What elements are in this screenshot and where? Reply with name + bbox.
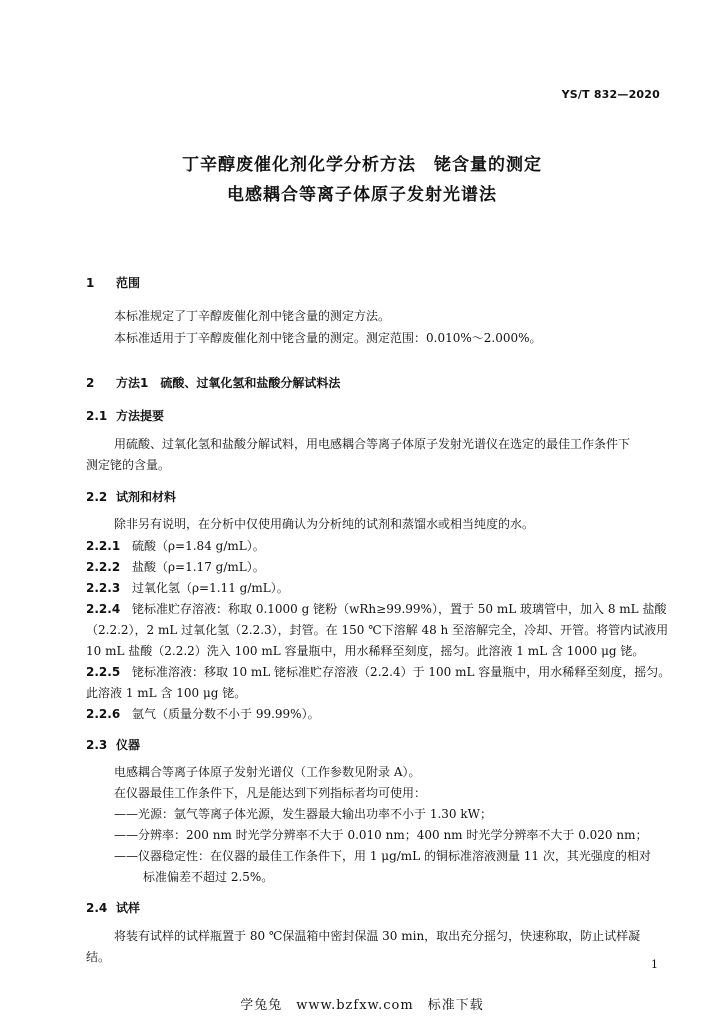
- list-item: [86, 578, 661, 598]
- paragraph: 除非另有说明，在分析中仅使用确认为分析纯的试剂和蒸馏水或相当纯度的水。: [114, 517, 535, 531]
- requirement-item: ——仪器稳定性：在仪器的最佳工作条件下，用 1 μg/mL 的铜标准溶液测量 11 次，其光强度的相对: [114, 849, 651, 863]
- section-2-3-heading: [86, 736, 140, 753]
- item-text: 硫酸（ρ=1.84 g/mL）。: [132, 539, 265, 553]
- section-title: 仪器: [116, 738, 141, 752]
- paragraph-continuation: 结。: [86, 950, 111, 964]
- item-text: 铑标准溶液：移取 10 mL 铑标准贮存溶液（2.2.4）于 100 mL 容量瓶中，用水稀释至刻度，摇匀。: [132, 665, 671, 679]
- section-2-2-heading: [86, 488, 176, 505]
- section-number: 2.3: [86, 738, 108, 752]
- paragraph-continuation: 测定铑的含量。: [86, 458, 171, 472]
- item-number: 2.2.4: [86, 602, 121, 616]
- item-text: 氩气（质量分数不小于 99.99%）。: [132, 707, 320, 721]
- section-2-1-heading: [86, 407, 164, 424]
- list-item: [86, 557, 661, 577]
- item-number: 2.2.1: [86, 539, 121, 553]
- section-1-heading: [86, 274, 140, 291]
- section-number: 1: [86, 276, 95, 290]
- paragraph: 将装有试样的试样瓶置于 80 ℃保温箱中密封保温 30 min，取出充分摇匀，快速称取，防止试样凝: [114, 929, 641, 943]
- item-number: 2.2.3: [86, 581, 121, 595]
- page-number: 1: [651, 958, 658, 971]
- item-text-continuation: 此溶液 1 mL 含 100 μg 铑。: [86, 686, 247, 700]
- item-number: 2.2.5: [86, 665, 121, 679]
- item-number: 2.2.2: [86, 560, 121, 574]
- section-number: 2.4: [86, 901, 108, 915]
- document-title-line-1: 丁辛醇废催化剂化学分析方法 铑含量的测定: [182, 155, 542, 175]
- item-number: 2.2.6: [86, 707, 121, 721]
- section-title: 方法提要: [116, 409, 165, 423]
- paragraph: 本标准适用于丁辛醇废催化剂中铑含量的测定。测定范围：0.010%～2.000%。: [114, 331, 542, 345]
- paragraph: 用硫酸、过氧化氢和盐酸分解试料，用电感耦合等离子体原子发射光谱仪在选定的最佳工作条件下: [114, 437, 631, 451]
- item-text-continuation: （2.2.2），2 mL 过氧化氢（2.2.3），封管。在 150 ℃下溶解 48 h 至溶解完全，冷却、开管。将管内试液用: [86, 623, 669, 637]
- item-text: 过氧化氢（ρ=1.11 g/mL）。: [132, 581, 289, 595]
- footer-watermark: 学兔兔 www.bzfxw.com 标准下载: [240, 998, 484, 1013]
- paragraph: 本标准规定了丁辛醇废催化剂中铑含量的测定方法。: [114, 309, 391, 323]
- list-item: [86, 704, 661, 724]
- requirement-item-continuation: 标准偏差不超过 2.5%。: [143, 870, 274, 884]
- section-number: 2.1: [86, 409, 108, 423]
- item-text-continuation: 10 mL 盐酸（2.2.2）洗入 100 mL 容量瓶中，用水稀释至刻度，摇匀。此溶液 1 mL 含 1000 μg 铑。: [86, 644, 645, 658]
- paragraph: 电感耦合等离子体原子发射光谱仪（工作参数见附录 A）。: [114, 765, 421, 779]
- paragraph: 在仪器最佳工作条件下，凡是能达到下列指标者均可使用：: [114, 786, 427, 800]
- section-title: 试剂和材料: [116, 490, 177, 504]
- section-title: 试样: [116, 901, 141, 915]
- section-2-heading: [86, 374, 340, 391]
- section-number: 2: [86, 376, 95, 390]
- section-title: 方法1 硫酸、过氧化氢和盐酸分解试料法: [116, 376, 341, 390]
- section-2-4-heading: [86, 899, 140, 916]
- document-title-line-2: 电感耦合等离子体原子发射光谱法: [227, 185, 497, 205]
- item-text: 盐酸（ρ=1.17 g/mL）。: [132, 560, 265, 574]
- requirement-item: ——光源：氩气等离子体光源，发生器最大输出功率不小于 1.30 kW；: [114, 807, 492, 821]
- item-text: 铑标准贮存溶液：称取 0.1000 g 铑粉（wRh≥99.99%），置于 50 mL 玻璃管中，加入 8 mL 盐酸: [132, 602, 667, 616]
- standard-number: YS/T 832—2020: [561, 88, 660, 101]
- section-title: 范围: [116, 276, 141, 290]
- list-item: [86, 536, 661, 556]
- requirement-item: ——分辨率：200 nm 时光学分辨率不大于 0.010 nm；400 nm 时光学分辨率不大于 0.020 nm；: [114, 828, 648, 842]
- section-number: 2.2: [86, 490, 108, 504]
- list-item: [86, 599, 667, 619]
- list-item: [86, 662, 671, 682]
